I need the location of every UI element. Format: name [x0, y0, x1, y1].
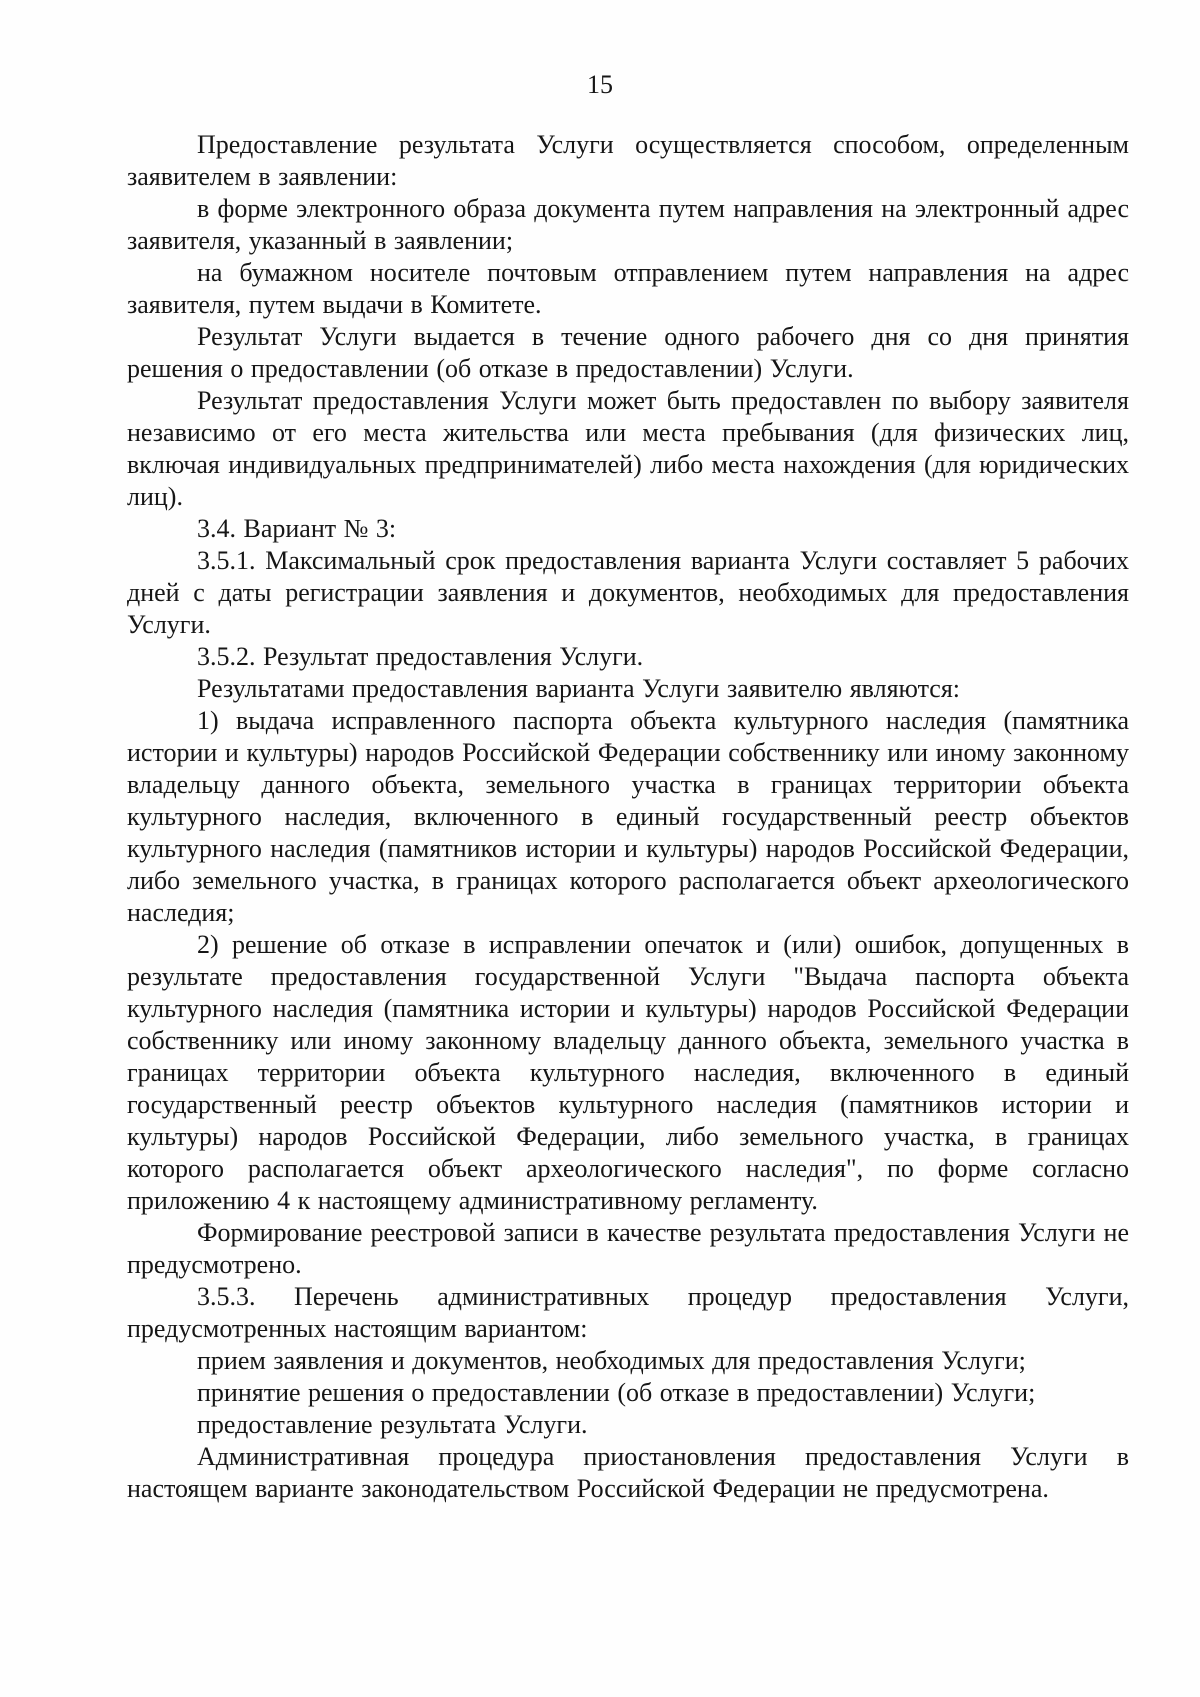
section-heading-3-5-2: 3.5.2. Результат предоставления Услуги. [197, 642, 644, 671]
procedure-item-1: прием заявления и документов, необходимых для предоставления Услуги; [197, 1346, 1026, 1375]
section-heading-variant-3: 3.4. Вариант № 3: [197, 514, 397, 543]
paragraph-suspension-procedure: Административная процедура приостановления предоставления Услуги в настоящем варианте законодательством Российской Федерации не предусмотрена. [127, 1442, 1129, 1503]
list-item-result-1: 1) выдача исправленного паспорта объекта культурного наследия (памятника истории и культуры) народов Российской Федерации собственнику или иному законному владельцу данного объекта, земельного участка в границах территории объекта культурного наследия, включенного в единый государственный реестр объектов культурного наследия (памятников истории и культуры) народов Российской Федерации, либо земельного участка, в границах которого располагается объект археологического наследия; [127, 706, 1129, 927]
paragraph-paper-form: на бумажном носителе почтовым отправлением путем направления на адрес заявителя, путем выдачи в Комитете. [127, 258, 1129, 319]
paragraph-issue-deadline: Результат Услуги выдается в течение одного рабочего дня со дня принятия решения о предоставлении (об отказе в предоставлении) Услуги. [127, 322, 1129, 383]
list-item-result-2: 2) решение об отказе в исправлении опечаток и (или) ошибок, допущенных в результате предоставления государственной Услуги "Выдача паспорта объекта культурного наследия (памятника истории и культуры) народов Российской Федерации собственнику или иному законному владельцу данного объекта, земельного участка в границах территории объекта культурного наследия, включенного в единый государственный реестр объектов культурного наследия (памятников истории и культуры) народов Российской Федерации, либо земельного участка, в границах которого располагается объект археологического наследия", по форме согласно приложению 4 к настоящему административному регламенту. [127, 930, 1129, 1215]
procedure-item-2: принятие решения о предоставлении (об отказе в предоставлении) Услуги; [197, 1378, 1036, 1407]
paragraph-result-delivery-method: Предоставление результата Услуги осуществляется способом, определенным заявителем в заявлении: [127, 130, 1129, 191]
page-number: 15 [587, 70, 613, 99]
paragraph-result-location: Результат предоставления Услуги может быть предоставлен по выбору заявителя независимо от его места жительства или места пребывания (для физических лиц, включая индивидуальных предпринимателей) либо места нахождения (для юридических лиц). [127, 386, 1129, 511]
paragraph-electronic-form: в форме электронного образа документа путем направления на электронный адрес заявителя, указанный в заявлении; [127, 194, 1129, 255]
paragraph-3-5-3: 3.5.3. Перечень административных процедур предоставления Услуги, предусмотренных настоящим вариантом: [127, 1282, 1129, 1343]
paragraph-results-intro: Результатами предоставления варианта Услуги заявителю являются: [197, 674, 961, 703]
paragraph-registry-record: Формирование реестровой записи в качестве результата предоставления Услуги не предусмотрено. [127, 1218, 1129, 1279]
procedure-item-3: предоставление результата Услуги. [197, 1410, 588, 1439]
document-body [127, 129, 1129, 1505]
paragraph-3-5-1: 3.5.1. Максимальный срок предоставления варианта Услуги составляет 5 рабочих дней с даты регистрации заявления и документов, необходимых для предоставления Услуги. [127, 546, 1129, 639]
